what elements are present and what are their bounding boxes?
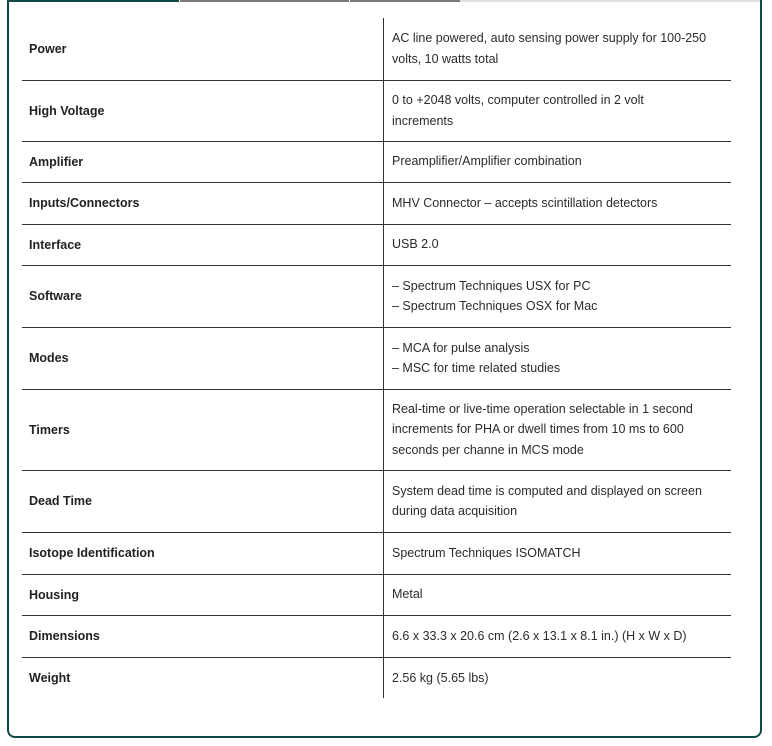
tab-indicator-2[interactable] [180, 0, 349, 2]
spec-value-line: – Spectrum Techniques USX for PC [392, 278, 591, 293]
spec-value-line: – Spectrum Techniques OSX for Mac [392, 299, 598, 313]
spec-value-line: 2.56 kg (5.65 lbs) [392, 670, 489, 685]
spec-row-housing [22, 574, 731, 615]
tab-indicator-strip [9, 0, 760, 2]
spec-row-dead-time [22, 470, 731, 532]
spec-label: Timers [22, 389, 384, 470]
specifications-table [22, 18, 731, 698]
spec-value [384, 80, 732, 141]
spec-value-line: during data acquisition [392, 504, 518, 518]
tab-indicator-3[interactable] [350, 0, 460, 2]
spec-label: Interface [22, 224, 384, 265]
spec-value-line: Metal [392, 587, 423, 602]
spec-row-timers [22, 389, 731, 470]
spec-value [384, 615, 732, 657]
spec-label: High Voltage [22, 80, 384, 141]
spec-row-inputs-connectors [22, 182, 731, 224]
spec-value-line: volts, 10 watts total [392, 51, 499, 66]
tab-indicator-1-active[interactable] [9, 0, 179, 2]
spec-value-line: – MSC for time related studies [392, 361, 561, 375]
spec-value-line: MHV Connector – accepts scintillation detectors [392, 195, 658, 210]
spec-value [384, 657, 732, 698]
spec-label: Housing [22, 574, 384, 615]
spec-value [384, 265, 732, 327]
spec-value [384, 389, 732, 470]
spec-value [384, 532, 732, 574]
spec-label: Inputs/Connectors [22, 182, 384, 224]
spec-value-line: Preamplifier/Amplifier combination [392, 154, 582, 169]
spec-value-line: 6.6 x 33.3 x 20.6 cm (2.6 x 13.1 x 8.1 in.) (H x W x D) [392, 628, 687, 643]
spec-value-line: System dead time is computed and displayed on screen [392, 483, 702, 498]
spec-label: Amplifier [22, 141, 384, 182]
tab-indicator-track [460, 0, 760, 2]
spec-row-amplifier [22, 141, 731, 182]
spec-label: Dimensions [22, 615, 384, 657]
spec-label: Isotope Identification [22, 532, 384, 574]
spec-label: Modes [22, 327, 384, 389]
spec-value-line: AC line powered, auto sensing power supply for 100-250 [392, 31, 707, 46]
spec-value [384, 327, 732, 389]
spec-value-line: Real-time or live-time operation selectable in 1 second [392, 401, 693, 416]
spec-value-line: increments [392, 113, 454, 128]
spec-value [384, 470, 732, 532]
spec-row-software [22, 265, 731, 327]
spec-row-modes [22, 327, 731, 389]
spec-row-dimensions [22, 615, 731, 657]
spec-value-line: Spectrum Techniques ISOMATCH [392, 545, 581, 560]
spec-row-isotope-identification [22, 532, 731, 574]
spec-value [384, 224, 732, 265]
spec-label: Power [22, 18, 384, 80]
spec-value-line: USB 2.0 [392, 237, 439, 252]
spec-value-line: – MCA for pulse analysis [392, 340, 530, 355]
spec-label: Software [22, 265, 384, 327]
spec-value-line: 0 to +2048 volts, computer controlled in 2 volt [392, 93, 644, 107]
spec-row-power [22, 18, 731, 80]
spec-value [384, 182, 732, 224]
spec-value [384, 18, 732, 80]
spec-value [384, 141, 732, 182]
spec-label: Weight [22, 657, 384, 698]
spec-value-line: increments for PHA or dwell times from 10 ms to 600 [392, 422, 684, 437]
spec-row-high-voltage [22, 80, 731, 141]
spec-value-line: seconds per channe in MCS mode [392, 442, 584, 457]
spec-value [384, 574, 732, 615]
spec-label: Dead Time [22, 470, 384, 532]
spec-row-weight [22, 657, 731, 698]
spec-row-interface [22, 224, 731, 265]
